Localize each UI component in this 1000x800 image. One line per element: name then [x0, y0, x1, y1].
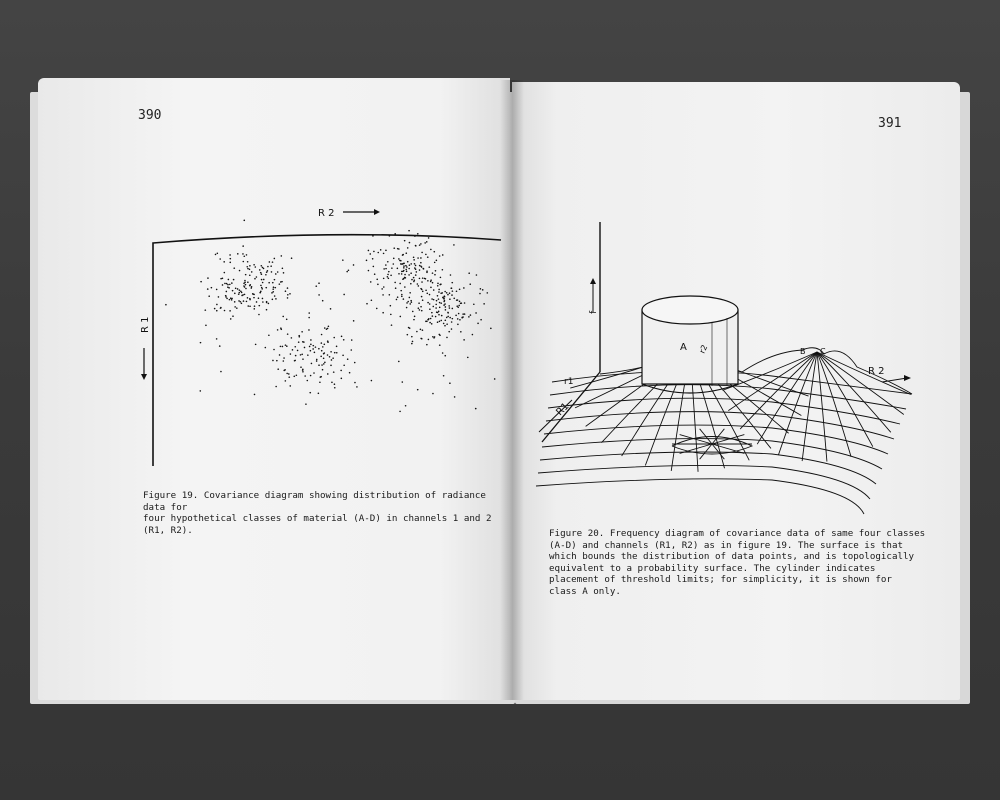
label-r1-small: r1 — [564, 377, 574, 387]
label-f: f — [589, 310, 599, 314]
label-a: A — [680, 342, 687, 353]
label-c: C — [820, 347, 826, 356]
label-r2: R 2 — [868, 366, 885, 377]
covariance-diagram — [38, 78, 510, 498]
book-gutter-shadow — [500, 80, 524, 700]
left-page — [38, 78, 510, 700]
left-page-number: 390 — [138, 108, 162, 123]
figure-20-caption: Figure 20. Frequency diagram of covariance data of same four classes (A-D) and channels (R1, R2) as in figure 19. The surface is that which bounds the distribution of data points, and is topologically equivalent to a probability surface. The cylinder indicates placement of threshold limits; for simplicity, it is shown for class A only. — [549, 528, 926, 597]
threshold-cylinder — [642, 296, 738, 393]
right-page-number: 391 — [878, 116, 902, 131]
label-b: B — [800, 347, 806, 356]
frequency-diagram — [512, 82, 960, 512]
scatter-clusters — [165, 220, 495, 413]
label-r2-small: r2 — [697, 343, 710, 355]
axis-label-r2: R 2 — [318, 208, 335, 219]
axis-label-r1: R 1 — [140, 316, 151, 333]
right-page — [512, 82, 960, 700]
label-r1: R1 — [554, 400, 572, 419]
diagram-axes — [153, 235, 501, 466]
figure-19-caption: Figure 19. Covariance diagram showing distribution of radiance data for four hypothetical classes of material (A-D) in channels 1 and 2 (R1, R2). — [143, 490, 492, 536]
